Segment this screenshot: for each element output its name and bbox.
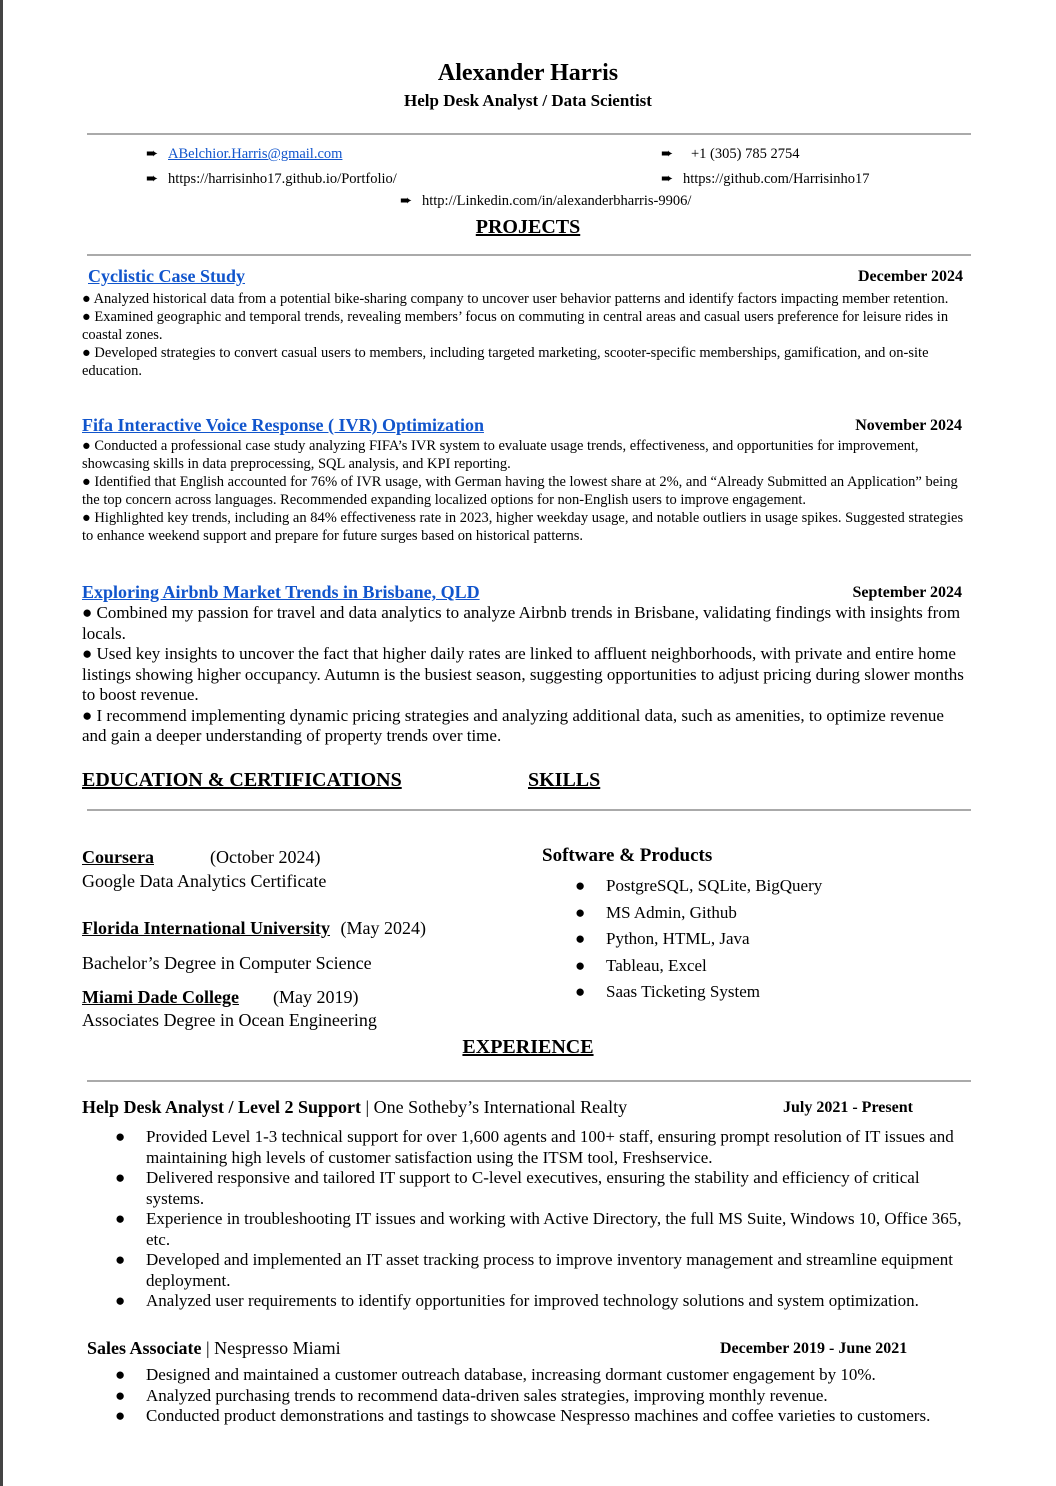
skill-item: ● Tableau, Excel [542,953,822,980]
candidate-name: Alexander Harris [437,60,619,86]
bullet-icon: ● [575,982,586,1001]
skill-item: ● Python, HTML, Java [542,926,822,953]
bullet-icon: ● [575,929,586,948]
job-bullet: ● Analyzed purchasing trends to recommend data-driven sales strategies, improving monthly revenue. [115,1385,828,1405]
linkedin-link[interactable]: http://Linkedin.com/in/alexanderbharris-9906/ [422,193,692,209]
skills-subheading: Software & Products [542,845,713,866]
projects-divider [87,254,971,256]
skills-list [542,873,822,1006]
bullet-icon: ● [115,1291,126,1310]
job-bullet: ● Delivered responsive and tailored IT support to C-level executives, ensuring the stability and efficiency of critical systems. [115,1168,920,1208]
project-bullet: ● Examined geographic and temporal trends, revealing members’ focus on commuting in central areas and casual users preference for leisure rides in coastal zones. [82,309,949,343]
bullet-icon: ● [115,1250,126,1269]
job-company: One Sotheby’s International Realty [373,1097,628,1117]
education-entry [82,847,154,868]
job-role: Help Desk Analyst / Level 2 Support [82,1097,362,1117]
education-date: (May 2024) [340,918,426,938]
skill-item: ● PostgreSQL, SQLite, BigQuery [542,873,822,900]
job-bullet: ● Conducted product demonstrations and tastings to showcase Nespresso machines and coffee varieties to customers. [115,1406,931,1425]
project-date: November 2024 [855,417,962,434]
bullet-icon: ● [115,1209,126,1228]
arrow-icon: ➨ [661,171,674,187]
education-degree: Google Data Analytics Certificate [82,871,327,891]
education-degree: Associates Degree in Ocean Engineering [82,1010,377,1030]
project-bullet: ● Used key insights to uncover the fact that higher daily rates are linked to affluent neighborhoods, with private and entire home listings showing higher occupancy. Autumn is the busiest season, suggesting opportunities to adjust pricing during slower months to boost revenue. [82,644,964,704]
bullet-icon: ● [115,1168,126,1187]
arrow-icon: ➨ [146,171,159,187]
project-bullet: ● I recommend implementing dynamic pricing strategies and analyzing additional data, such as amenities, to optimize revenue and gain a deeper understanding of property trends over time. [82,705,944,745]
education-date: (October 2024) [210,847,321,867]
job-header: Help Desk Analyst / Level 2 Support | One Sotheby’s International Realty [82,1097,628,1117]
arrow-icon: ➨ [146,146,159,162]
contact-phone [661,145,799,164]
school-name: Miami Dade College [82,987,239,1007]
job-bullet: ● Analyzed user requirements to identify opportunities for improved technology solutions and system optimization. [115,1291,919,1310]
job-role: Sales Associate [87,1338,202,1358]
contact-email [146,145,342,164]
school-name: Florida International University [82,918,330,938]
contact-github [661,170,869,189]
header-divider [87,133,971,135]
education-heading: EDUCATION & CERTIFICATIONS [82,769,402,791]
github-link[interactable]: https://github.com/Harrisinho17 [683,171,870,187]
skills-heading: SKILLS [528,769,601,791]
project-bullet: ● Highlighted key trends, including an 84% effectiveness rate in 2023, higher weekday usage, and notable outliers in usage spikes. Suggested strategies to enhance weekend support and prepare for future surges based on historical patterns. [82,510,964,544]
bullet-icon: ● [575,876,586,895]
job-header: Sales Associate | Nespresso Miami [87,1338,341,1358]
arrow-icon: ➨ [400,193,413,209]
education-divider [87,809,971,811]
project-description [82,437,977,545]
project-title[interactable]: Fifa Interactive Voice Response ( IVR) Optimization [82,415,484,435]
project-bullet: ● Analyzed historical data from a potential bike-sharing company to uncover user behavior patterns and identify factors impacting member retention. [82,291,949,307]
bullet-icon: ● [575,955,586,975]
email-link[interactable]: ABelchior.Harris@gmail.com [168,146,343,162]
experience-divider [87,1080,971,1082]
education-degree: Bachelor’s Degree in Computer Science [82,953,372,973]
project-description [82,290,977,380]
arrow-icon: ➨ [661,146,674,162]
job-bullet: ● Developed and implemented an IT asset tracking process to improve inventory management and streamline equipment deployment. [115,1250,953,1290]
project-bullet: ● Combined my passion for travel and data analytics to analyze Airbnb trends in Brisbane, validating findings with insights from locals. [82,603,961,643]
project-bullet: ● Developed strategies to convert casual users to members, including targeted marketing, scooter-specific memberships, gamification, and on-site education. [82,345,929,379]
school-name: Coursera [82,847,154,867]
projects-heading: PROJECTS [475,216,581,238]
portfolio-link[interactable]: https://harrisinho17.github.io/Portfolio/ [168,171,397,187]
bullet-icon: ● [115,1385,126,1405]
education-entry [82,918,426,939]
job-bullets [82,1365,977,1427]
bullet-icon: ● [575,902,586,922]
job-bullet: ● Provided Level 1-3 technical support for over 1,600 agents and 100+ staff, ensuring prompt resolution of IT issues and maintaining high levels of customer satisfaction using the ITSM tool, Freshservice. [115,1127,954,1167]
project-bullet: ● Conducted a professional case study analyzing FIFA’s IVR system to evaluate usage trends, effectiveness, and opportunities for improvement, showcasing skills in data preprocessing, SQL analysis, and KPI reporting. [82,438,919,472]
project-bullet: ● Identified that English accounted for 76% of IVR usage, with German having the lowest share at 2%, and “Already Submitted an Application” being the top concern across languages. Recommended expanding localized options for non-English users to improve engagement. [82,474,958,508]
project-date: December 2024 [858,268,963,285]
contact-portfolio [146,170,397,189]
project-title[interactable]: Exploring Airbnb Market Trends in Brisbane, QLD [82,582,480,602]
job-bullets [82,1127,977,1312]
bullet-icon: ● [115,1365,126,1384]
bullet-icon: ● [115,1406,126,1425]
contact-linkedin [400,192,691,211]
education-entry [82,987,239,1008]
phone-number: +1 (305) 785 2754 [691,146,800,162]
bullet-icon: ● [115,1127,126,1146]
candidate-title: Help Desk Analyst / Data Scientist [404,91,652,110]
skill-item: ● MS Admin, Github [542,900,822,927]
project-description [82,603,967,747]
experience-heading: EXPERIENCE [462,1036,594,1058]
job-date: July 2021 - Present [783,1099,913,1116]
project-title[interactable]: Cyclistic Case Study [88,266,245,286]
education-date: (May 2019) [273,987,359,1007]
project-date: September 2024 [852,584,962,601]
job-date: December 2019 - June 2021 [720,1340,908,1357]
skill-item: ● Saas Ticketing System [542,979,822,1006]
job-company: Nespresso Miami [214,1338,341,1358]
job-bullet: ● Designed and maintained a customer outreach database, increasing dormant customer engagement by 10%. [115,1365,876,1384]
job-bullet: ● Experience in troubleshooting IT issues and working with Active Directory, the full MS Suite, Windows 10, Office 365, etc. [115,1209,962,1249]
